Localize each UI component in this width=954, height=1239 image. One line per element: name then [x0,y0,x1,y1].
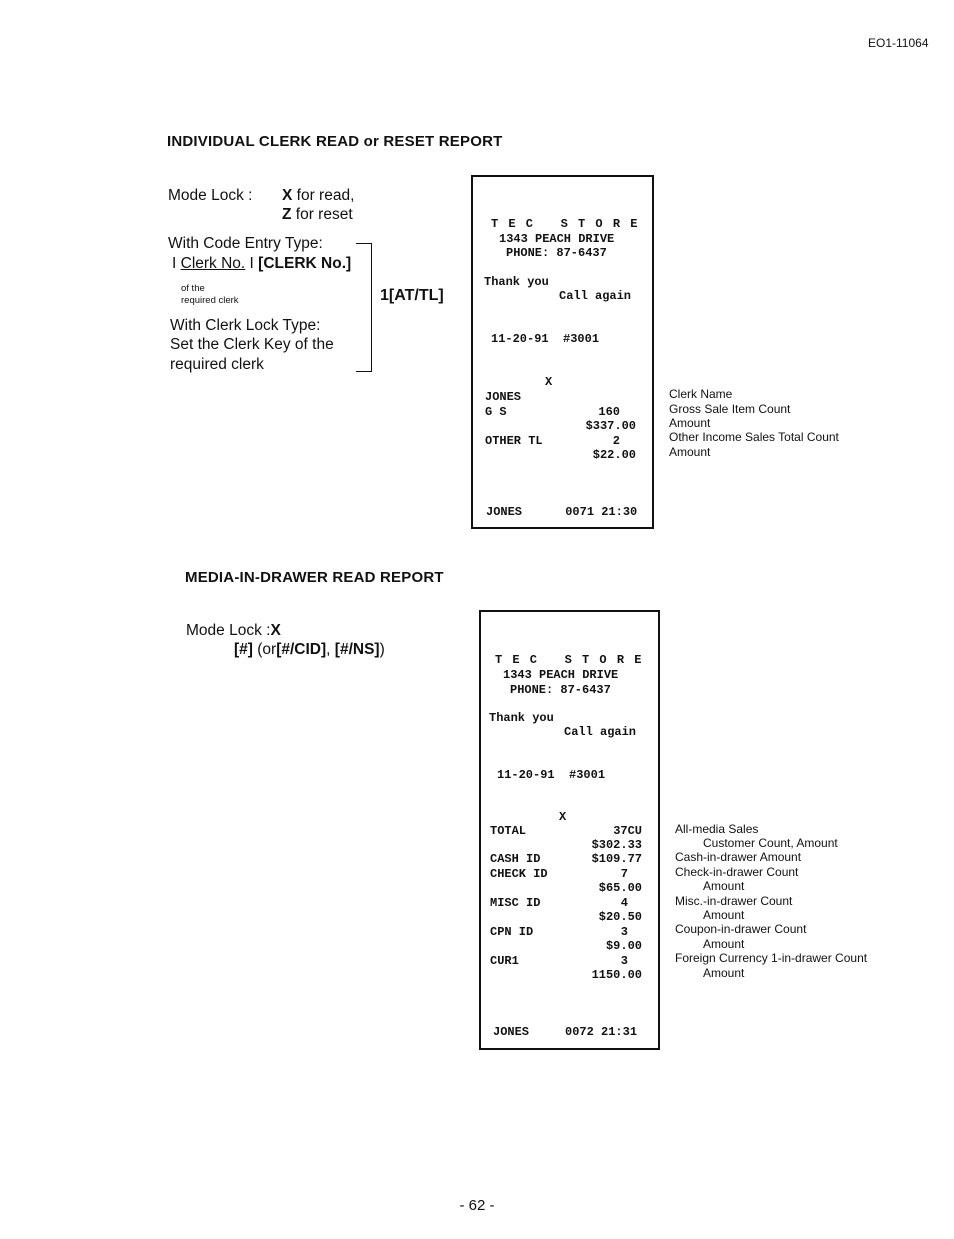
receipt-row-value: 37CU [613,824,642,838]
receipt-row-label: CPN ID [490,925,534,939]
receipt-clerk-name: JONES [485,390,522,404]
receipt-store-name: T E C S T O R E [495,653,643,667]
bracket [356,243,372,372]
keys-or: (or [257,641,277,658]
clerk-no: Clerk No. [180,255,246,272]
receipt-row-label: TOTAL [490,824,527,838]
receipt-row-value: $65.00 [598,881,642,895]
required-clerk-note: required clerk [181,295,239,306]
receipt-row-value: $20.50 [598,910,642,924]
mode-x-line [282,186,354,206]
receipt-row-value: 7 [620,867,628,881]
clerk-no-line [172,254,351,274]
mode-x-text: for read, [296,187,355,204]
mode-z-line [282,205,353,225]
receipt-phone: PHONE: 87-6437 [510,683,611,697]
media-keys-line [234,640,385,660]
receipt-address: 1343 PEACH DRIVE [499,232,615,246]
of-the-note: of the [181,283,205,294]
media-mode-x: X [270,622,281,639]
mode-x: X [282,187,293,204]
annotation: Other Income Sales Total Count [669,430,839,444]
clerk-no-key: [CLERK No.] [258,255,352,272]
clerk-no-suffix: I [249,255,254,272]
annotation: Cash-in-drawer Amount [675,850,802,864]
receipt-row-label: CASH ID [490,852,541,866]
annotation: Gross Sale Item Count [669,402,791,416]
keys-close: ) [379,641,385,658]
receipt-call-again: Call again [564,725,637,739]
receipt-row-value: $302.33 [591,838,642,852]
receipt-mode: X [545,375,553,389]
receipt-row-value: 1150.00 [591,968,642,982]
receipt-gs-count: 160 [598,405,620,419]
receipt-phone: PHONE: 87-6437 [506,246,607,260]
annotation: Foreign Currency 1-in-drawer Count [675,951,868,965]
receipt-row-value: 4 [620,896,628,910]
page-number: - 62 - [459,1197,495,1214]
clerk-lock-label: With Clerk Lock Type: [170,317,321,334]
receipt-mode: X [559,810,567,824]
receipt-gs-label: G S [485,405,507,419]
receipt-store-name: T E C S T O R E [491,217,639,231]
receipt-thank-you: Thank you [484,275,549,289]
set-clerk-key-text: Set the Clerk Key of the [170,336,334,353]
receipt-media-report [479,610,660,1050]
annotation: Amount [703,966,745,980]
document-number: EO1-11064 [868,36,929,50]
receipt-row-value: 3 [620,954,628,968]
key-hash-cid: [#/CID] [276,641,327,658]
section-heading-clerk-report: INDIVIDUAL CLERK READ or RESET REPORT [167,133,503,150]
annotation: Amount [703,908,745,922]
receipt-thank-you: Thank you [489,711,554,725]
at-tl-key: 1[AT/TL] [380,287,444,304]
receipt-other-amount: $22.00 [592,448,636,462]
annotation: Amount [703,879,745,893]
key-hash-ns: [#/NS] [334,641,380,658]
annotation: Coupon-in-drawer Count [675,922,807,936]
receipt-footer: JONES 0071 21:30 [486,505,638,519]
receipt-row-label: CHECK ID [490,867,548,881]
section-heading-media-report: MEDIA-IN-DRAWER READ REPORT [185,569,444,586]
receipt-row-value: $9.00 [605,939,642,953]
annotation: Amount [669,445,711,459]
mode-lock-label: Mode Lock : [168,187,253,204]
annotation: All-media Sales [675,822,759,836]
receipt-date: 11-20-91 #3001 [491,332,600,346]
receipt-gs-amount: $337.00 [585,419,636,433]
annotation: Amount [669,416,711,430]
receipt-address: 1343 PEACH DRIVE [503,668,619,682]
mode-lock-line [168,186,252,206]
mode-z: Z [282,206,292,223]
receipt-call-again: Call again [559,289,632,303]
clerk-no-prefix: I [172,255,177,272]
keys-comma: , [326,641,331,658]
receipt-other-count: 2 [612,434,620,448]
media-mode-lock-line [186,621,281,641]
required-clerk-text: required clerk [170,356,264,373]
annotation: Check-in-drawer Count [675,865,799,879]
receipt-clerk-report [471,175,654,529]
code-entry-label: With Code Entry Type: [168,235,323,252]
receipt-row-value: 3 [620,925,628,939]
mode-z-text: for reset [295,206,353,223]
annotation: Amount [703,937,745,951]
receipt-row-label: MISC ID [490,896,541,910]
annotation: Clerk Name [669,387,733,401]
receipt-footer: JONES 0072 21:31 [493,1025,638,1039]
receipt-date: 11-20-91 #3001 [497,768,606,782]
annotation: Misc.-in-drawer Count [675,894,793,908]
receipt-other-label: OTHER TL [485,434,543,448]
receipt-row-label: CUR1 [490,954,519,968]
annotation: Customer Count, Amount [703,836,838,850]
receipt-row-value: $109.77 [591,852,642,866]
media-mode-lock-label: Mode Lock : [186,622,271,639]
key-hash: [#] [234,641,253,658]
